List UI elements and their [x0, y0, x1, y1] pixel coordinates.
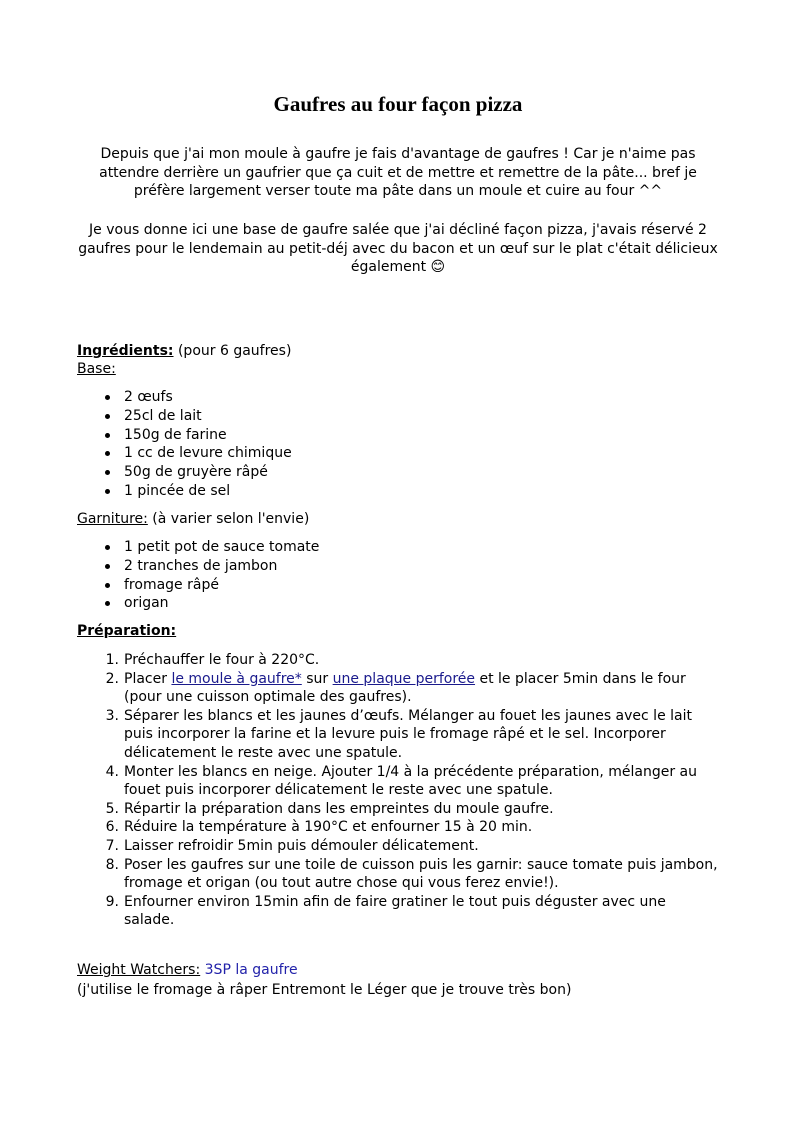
step-number: 9. — [105, 893, 119, 910]
step-item — [77, 837, 719, 856]
base-ingredients-list — [77, 388, 292, 501]
cheese-note: (j'utilise le fromage à râper Entremont le Léger que je trouve très bon) — [77, 982, 572, 998]
list-item — [77, 557, 319, 576]
step-text-before: Placer — [124, 670, 172, 687]
list-item — [77, 426, 292, 445]
waffle-mold-link[interactable]: le moule à gaufre* — [171, 670, 302, 687]
preparation-heading-line — [77, 622, 176, 641]
list-item — [77, 482, 292, 501]
list-item — [77, 388, 292, 407]
list-item-text: origan — [124, 595, 169, 612]
step-text: Laisser refroidir 5min puis démouler délicatement. — [124, 837, 479, 854]
bullet-icon — [105, 545, 110, 550]
perforated-tray-link[interactable]: une plaque perforée — [332, 670, 476, 687]
step-number: 2. — [105, 670, 119, 687]
weight-watchers-line — [77, 961, 298, 980]
garniture-label: Garniture: — [77, 511, 148, 527]
bullet-icon — [105, 451, 110, 456]
garniture-note: (à varier selon l'envie) — [147, 511, 310, 527]
list-item — [77, 463, 292, 482]
step-text-after: et le placer 5min dans le four (pour une cuisson optimale des gaufres). — [124, 670, 686, 706]
bullet-icon — [105, 601, 110, 606]
list-item-text: 1 cc de levure chimique — [124, 445, 292, 462]
step-number: 5. — [105, 800, 119, 817]
step-text: Séparer les blancs et les jaunes d’œufs. Mélanger au fouet les jaunes avec le lait puis incorporer la farine et la levure puis le fromage râpé et le sel. Incorporer délicatement le reste avec une spatule. — [124, 707, 692, 761]
intro-paragraph-1: Depuis que j'ai mon moule à gaufre je fais d'avantage de gaufres ! Car je n'aime pas attendre derrière un gaufrier que ça cuit et de mettre et remettre de la pâte... bref je préfère largement verser toute ma pâte dans un moule et cuire au four ^^ — [99, 146, 697, 199]
step-text: Enfourner environ 15min afin de faire gratiner le tout puis déguster avec une salade. — [124, 893, 666, 929]
garniture-list — [77, 538, 319, 613]
step-item — [77, 818, 719, 837]
step-item — [77, 893, 719, 930]
step-item — [77, 856, 719, 893]
step-text-middle: sur — [301, 670, 333, 687]
garniture-label-line — [77, 510, 309, 529]
bullet-icon — [105, 564, 110, 569]
intro-paragraph-2: Je vous donne ici une base de gaufre salée que j'ai décliné façon pizza, j'avais réservé 2 gaufres pour le lendemain au petit-déj avec du bacon et un œuf sur le plat c'était délicieux également 😊 — [78, 222, 718, 275]
list-item-text: 2 tranches de jambon — [124, 557, 278, 574]
step-text: Monter les blancs en neige. Ajouter 1/4 à la précédente préparation, mélanger au fouet puis incorporer délicatement le reste avec une spatule. — [124, 763, 698, 799]
step-number: 4. — [105, 763, 119, 780]
base-label-line — [77, 360, 116, 379]
list-item — [77, 576, 319, 595]
step-item — [77, 707, 719, 763]
preparation-steps — [77, 651, 719, 930]
page-title: Gaufres au four façon pizza — [273, 92, 523, 116]
list-item-text: 25cl de lait — [124, 407, 202, 424]
step-number: 8. — [105, 856, 119, 873]
bullet-icon — [105, 470, 110, 475]
list-item-text: 1 pincée de sel — [124, 482, 231, 499]
step-text: Poser les gaufres sur une toile de cuisson puis les garnir: sauce tomate puis jambon, fromage et origan (ou tout autre chose qui vous ferez envie!). — [124, 856, 718, 892]
ingredients-quantity-note: (pour 6 gaufres) — [173, 343, 292, 359]
list-item — [77, 444, 292, 463]
base-label: Base: — [77, 361, 116, 377]
list-item-text: 2 œufs — [124, 389, 173, 405]
step-number: 1. — [105, 652, 119, 668]
list-item — [77, 594, 319, 613]
list-item-text: fromage râpé — [124, 576, 219, 593]
ingredients-heading: Ingrédients: — [77, 343, 174, 359]
bullet-icon — [105, 583, 110, 588]
bullet-icon — [105, 489, 110, 494]
list-item-text: 150g de farine — [124, 426, 227, 443]
step-item — [77, 763, 719, 800]
weight-watchers-label: Weight Watchers: — [77, 962, 201, 978]
weight-watchers-value: 3SP la gaufre — [200, 962, 298, 978]
step-number: 6. — [105, 819, 119, 836]
step-text: Réduire la température à 190°C et enfourner 15 à 20 min. — [124, 819, 533, 836]
bullet-icon — [105, 395, 110, 400]
ingredients-heading-line — [77, 342, 291, 361]
step-number: 3. — [105, 707, 119, 724]
list-item — [77, 538, 319, 557]
step-text: Préchauffer le four à 220°C. — [124, 652, 320, 668]
list-item — [77, 407, 292, 426]
bullet-icon — [105, 414, 110, 419]
list-item-text: 1 petit pot de sauce tomate — [124, 539, 320, 555]
step-number: 7. — [105, 837, 119, 854]
list-item-text: 50g de gruyère râpé — [124, 464, 268, 481]
step-item — [77, 670, 719, 707]
preparation-heading: Préparation: — [77, 623, 177, 639]
step-text: Répartir la préparation dans les empreintes du moule gaufre. — [124, 800, 554, 817]
step-item — [77, 651, 719, 670]
bullet-icon — [105, 433, 110, 438]
step-item — [77, 800, 719, 819]
